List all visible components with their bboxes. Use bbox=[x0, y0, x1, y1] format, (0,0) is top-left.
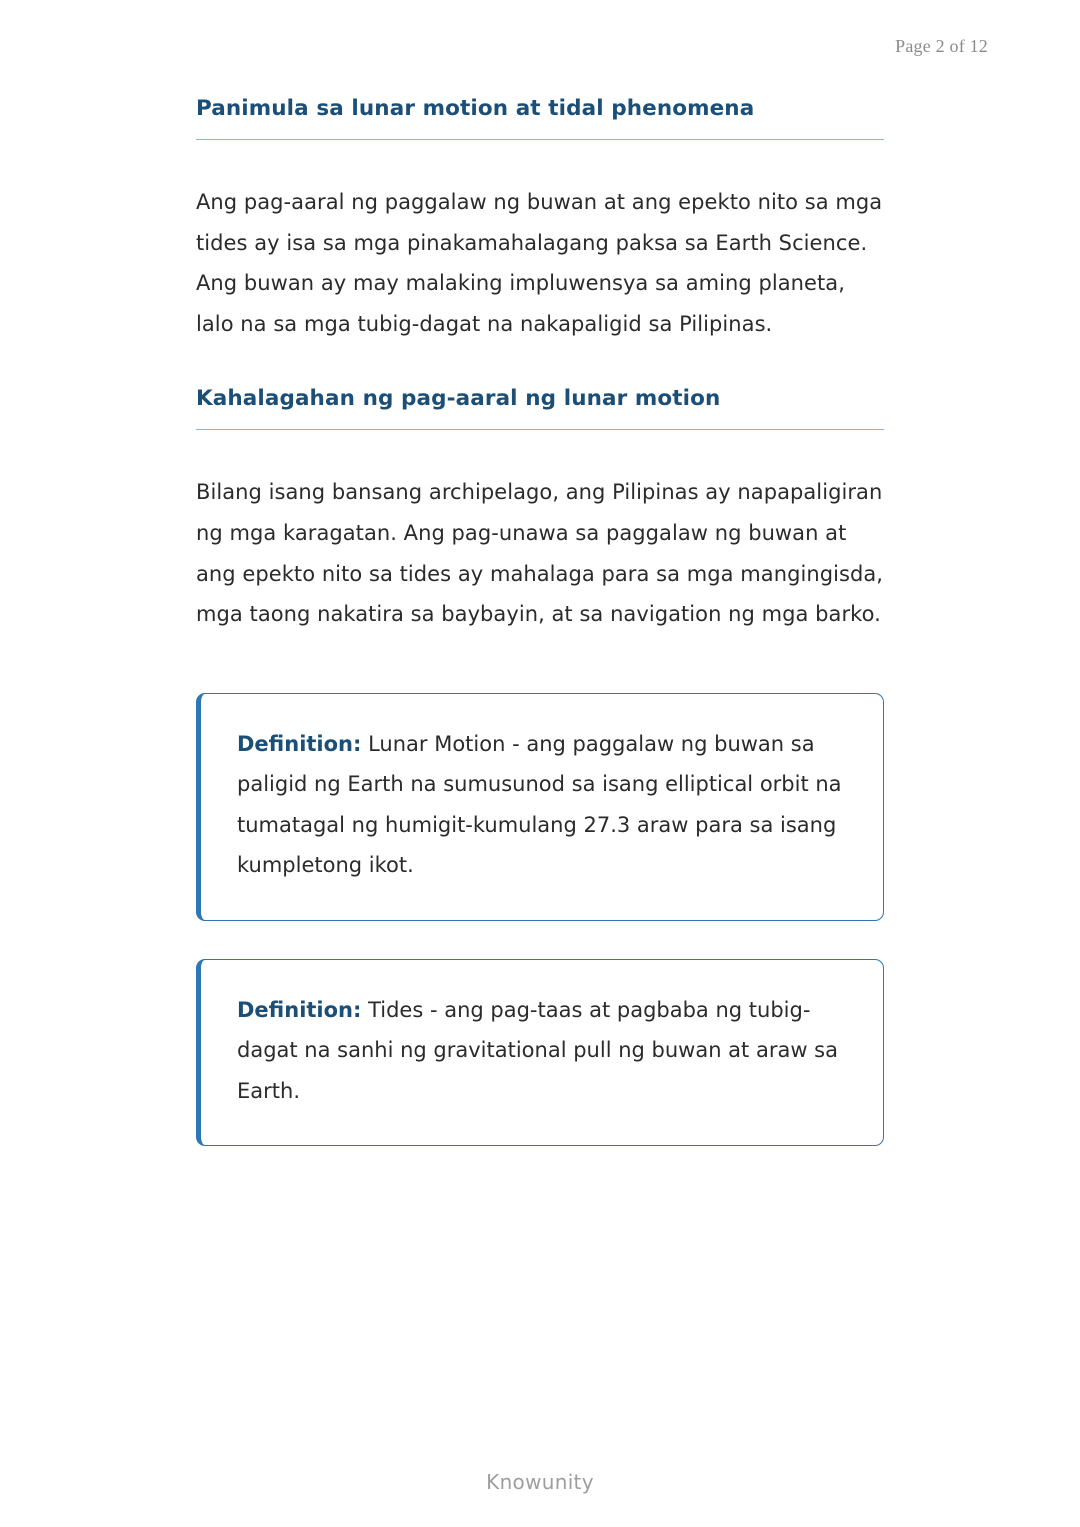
definition-callout-lunar-motion bbox=[196, 693, 884, 921]
definition-body: Lunar Motion - ang paggalaw ng buwan sa paligid ng Earth na sumusunod sa isang elliptical orbit na tumatagal ng humigit-kumulang 27.3 araw para sa isang kumpletong ikot. bbox=[237, 731, 842, 878]
definition-callout-tides bbox=[196, 959, 884, 1147]
document-content bbox=[196, 96, 884, 1146]
spacer bbox=[196, 344, 884, 386]
spacer bbox=[196, 635, 884, 693]
definition-label: Definition: bbox=[237, 997, 362, 1022]
spacer bbox=[196, 430, 884, 472]
definition-label: Definition: bbox=[237, 731, 362, 756]
definition-body: Tides - ang pag-taas at pagbaba ng tubig-dagat na sanhi ng gravitational pull ng buwan at araw sa Earth. bbox=[237, 997, 838, 1103]
page-indicator: Page 2 of 12 bbox=[895, 36, 988, 56]
section-heading-2: Kahalagahan ng pag-aaral ng lunar motion bbox=[196, 386, 884, 430]
spacer bbox=[196, 921, 884, 959]
section-heading-1: Panimula sa lunar motion at tidal phenomena bbox=[196, 96, 884, 140]
section-paragraph-1: Ang pag-aaral ng paggalaw ng buwan at ang epekto nito sa mga tides ay isa sa mga pinakamahalagang paksa sa Earth Science. Ang buwan ay may malaking impluwensya sa aming planeta, lalo na sa mga tubig-dagat na nakapaligid sa Pilipinas. bbox=[196, 190, 883, 336]
spacer bbox=[196, 140, 884, 182]
footer-brand: Knowunity bbox=[486, 1470, 594, 1494]
section-paragraph-2: Bilang isang bansang archipelago, ang Pilipinas ay napapaligiran ng mga karagatan. Ang pag-unawa sa paggalaw ng buwan at ang epekto nito sa tides ay mahalaga para sa mga mangingisda, mga taong nakatira sa baybayin, at sa navigation ng mga barko. bbox=[196, 480, 883, 627]
definition-text bbox=[237, 990, 849, 1112]
definition-text bbox=[237, 724, 849, 886]
